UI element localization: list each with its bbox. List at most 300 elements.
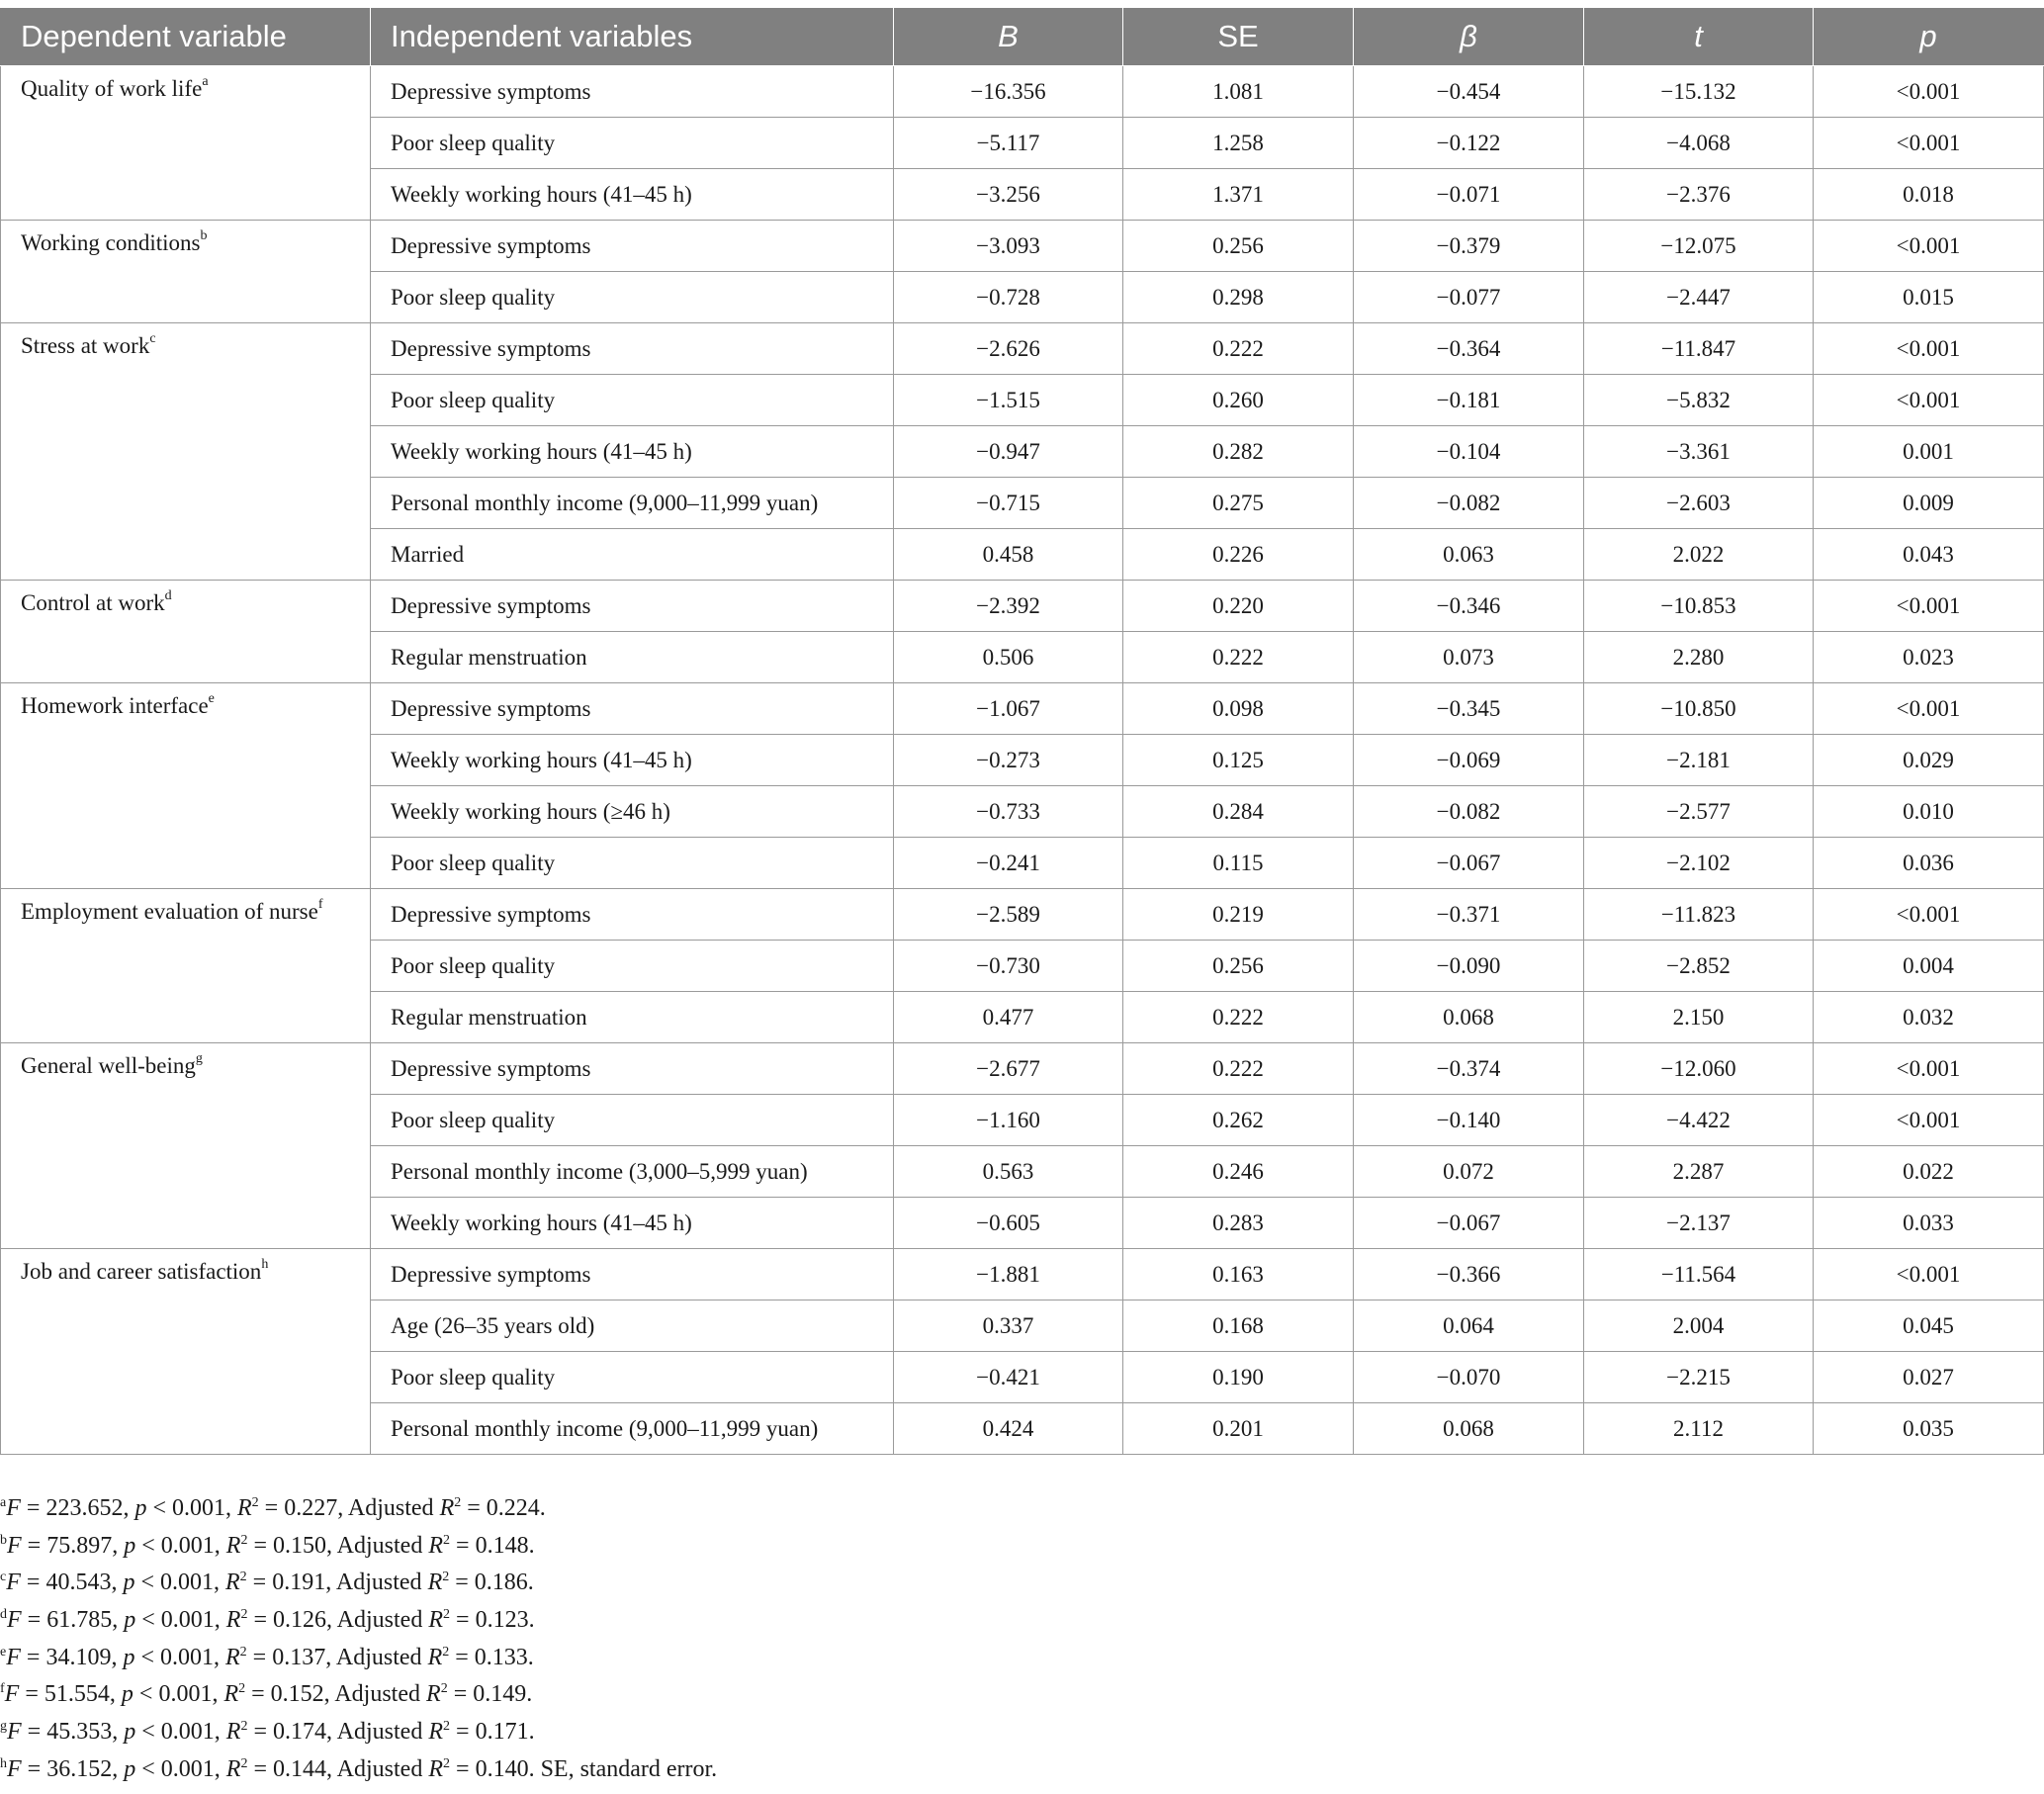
p-cell: <0.001 [1814,581,2044,632]
independent-variable-cell: Personal monthly income (9,000–11,999 yuan) [371,1403,894,1455]
t-cell: −5.832 [1584,375,1814,426]
footnote-extra: SE, standard error. [534,1755,718,1782]
independent-variable-cell: Personal monthly income (9,000–11,999 yuan) [371,478,894,529]
f-symbol: F [7,1532,22,1559]
footnote-marker: h [261,1257,269,1272]
p-symbol: p [124,1532,136,1559]
footnote-line [0,1565,717,1602]
period: . [528,1719,535,1746]
t-cell: −2.852 [1584,941,1814,992]
p-cell: 0.036 [1814,838,2044,889]
header-se: SE [1123,8,1354,66]
t-cell: −2.577 [1584,786,1814,838]
separator: , [213,1644,225,1670]
footnote-line [0,1602,717,1640]
t-cell: −2.215 [1584,1352,1814,1403]
b-cell: 0.458 [894,529,1123,581]
adj-r2-value: 0.149 [473,1681,527,1708]
squared: 2 [442,1570,450,1585]
se-cell: 1.258 [1123,118,1354,169]
table-row [1,581,2044,632]
t-cell: 2.150 [1584,992,1814,1043]
period: . [526,1681,533,1708]
r2-value: 0.174 [272,1719,326,1746]
p-cell: 0.032 [1814,992,2044,1043]
f-value: 45.353 [46,1719,113,1746]
squared: 2 [251,1495,259,1510]
p-cell: 0.023 [1814,632,2044,683]
b-cell: 0.337 [894,1301,1123,1352]
dependent-variable-cell [1,221,371,323]
independent-variable-cell: Poor sleep quality [371,272,894,323]
squared: 2 [454,1495,462,1510]
p-cell: <0.001 [1814,683,2044,735]
equals: = [450,1607,476,1634]
header-t: t [1584,8,1814,66]
separator: , [123,1495,135,1521]
equals: = [258,1495,285,1521]
separator: , [325,1644,336,1670]
p-value: 0.001 [159,1644,214,1670]
r-symbol: R [428,1755,444,1782]
p-cell: 0.018 [1814,169,2044,221]
dependent-variable-cell [1,1043,371,1249]
squared: 2 [238,1681,246,1697]
adjusted-label: Adjusted [336,1719,429,1746]
footnote-marker: c [0,1570,7,1585]
t-cell: −2.102 [1584,838,1814,889]
separator: , [214,1755,226,1782]
p-symbol: p [134,1495,147,1521]
r-symbol: R [224,1644,240,1670]
beta-cell: −0.082 [1354,786,1584,838]
t-cell: −11.847 [1584,323,1814,375]
se-cell: 0.222 [1123,323,1354,375]
footnote-marker: b [200,228,208,243]
independent-variable-cell: Regular menstruation [371,992,894,1043]
equals: = [247,1607,273,1634]
r-symbol: R [428,1607,444,1634]
independent-variable-cell: Depressive symptoms [371,889,894,941]
footnote-line [0,1751,717,1789]
independent-variable-cell: Age (26–35 years old) [371,1301,894,1352]
footnote-marker: a [202,74,209,89]
beta-cell: 0.068 [1354,1403,1584,1455]
t-cell: −2.603 [1584,478,1814,529]
header-beta: β [1354,8,1584,66]
se-cell: 0.163 [1123,1249,1354,1301]
beta-cell: 0.072 [1354,1146,1584,1198]
b-cell: 0.477 [894,992,1123,1043]
f-value: 61.785 [46,1607,113,1634]
f-symbol: F [7,1719,22,1746]
b-cell: −0.273 [894,735,1123,786]
t-cell: −10.850 [1584,683,1814,735]
b-cell: −2.589 [894,889,1123,941]
separator: , [109,1681,122,1708]
adj-r2-value: 0.186 [474,1570,528,1596]
table-row [1,1249,2044,1301]
f-symbol: F [4,1681,20,1708]
dependent-variable-label: Control at work [21,590,165,615]
p-cell: 0.010 [1814,786,2044,838]
r-symbol: R [225,1719,241,1746]
p-symbol: p [123,1644,135,1670]
table-header-row [1,8,2044,66]
independent-variable-cell: Poor sleep quality [371,118,894,169]
f-value: 36.152 [46,1755,113,1782]
period: . [527,1570,534,1596]
beta-cell: 0.068 [1354,992,1584,1043]
p-cell: <0.001 [1814,323,2044,375]
table-row [1,1043,2044,1095]
period: . [539,1495,546,1521]
p-cell: <0.001 [1814,66,2044,118]
t-cell: 2.112 [1584,1403,1814,1455]
f-symbol: F [6,1495,21,1521]
b-cell: −0.421 [894,1352,1123,1403]
separator: , [214,1607,226,1634]
beta-cell: −0.140 [1354,1095,1584,1146]
less-than: < [134,1644,160,1670]
equals: = [449,1644,475,1670]
squared: 2 [443,1532,451,1548]
less-than: < [134,1570,160,1596]
separator: , [325,1570,336,1596]
f-value: 75.897 [46,1532,113,1559]
footnote-marker: c [149,331,156,346]
p-cell: <0.001 [1814,1095,2044,1146]
independent-variable-cell: Weekly working hours (41–45 h) [371,1198,894,1249]
footnote-marker: e [0,1644,7,1659]
se-cell: 0.168 [1123,1301,1354,1352]
adjusted-label: Adjusted [335,1570,428,1596]
r-symbol: R [428,1532,444,1559]
beta-cell: −0.077 [1354,272,1584,323]
less-than: < [135,1532,161,1559]
equals: = [247,1755,273,1782]
equals: = [21,1532,47,1559]
independent-variable-cell: Depressive symptoms [371,66,894,118]
p-symbol: p [124,1607,136,1634]
footnote-line [0,1490,717,1528]
b-cell: −0.715 [894,478,1123,529]
b-cell: −1.515 [894,375,1123,426]
b-cell: 0.506 [894,632,1123,683]
separator: , [214,1532,226,1559]
se-cell: 0.222 [1123,992,1354,1043]
independent-variable-cell: Poor sleep quality [371,838,894,889]
squared: 2 [239,1644,247,1659]
se-cell: 1.371 [1123,169,1354,221]
adjusted-label: Adjusted [334,1681,427,1708]
b-cell: −1.881 [894,1249,1123,1301]
separator: , [214,1719,226,1746]
se-cell: 0.125 [1123,735,1354,786]
r2-value: 0.137 [272,1644,326,1670]
footnote-marker: h [0,1755,7,1771]
p-value: 0.001 [171,1495,225,1521]
b-cell: −3.256 [894,169,1123,221]
beta-cell: −0.082 [1354,478,1584,529]
dependent-variable-label: General well-being [21,1053,196,1078]
b-cell: −2.392 [894,581,1123,632]
header-b: B [894,8,1123,66]
b-cell: −0.947 [894,426,1123,478]
independent-variable-cell: Weekly working hours (≥46 h) [371,786,894,838]
independent-variable-cell: Depressive symptoms [371,683,894,735]
independent-variable-cell: Depressive symptoms [371,323,894,375]
r-symbol: R [223,1681,239,1708]
se-cell: 0.282 [1123,426,1354,478]
p-cell: 0.045 [1814,1301,2044,1352]
beta-cell: 0.073 [1354,632,1584,683]
separator: , [325,1719,337,1746]
f-symbol: F [7,1755,22,1782]
footnote-marker: a [0,1495,7,1510]
adj-r2-value: 0.133 [474,1644,528,1670]
footnote-line [0,1714,717,1751]
footnote-marker: g [195,1051,203,1066]
footnote-line [0,1640,717,1677]
t-cell: −4.068 [1584,118,1814,169]
table-footnotes [0,1490,717,1789]
separator: , [323,1681,335,1708]
b-cell: 0.424 [894,1403,1123,1455]
se-cell: 1.081 [1123,66,1354,118]
beta-cell: 0.063 [1354,529,1584,581]
separator: , [111,1570,124,1596]
t-cell: −2.137 [1584,1198,1814,1249]
less-than: < [135,1755,161,1782]
equals: = [245,1681,271,1708]
separator: , [112,1719,125,1746]
beta-cell: −0.067 [1354,838,1584,889]
footnote-marker: d [0,1607,7,1623]
b-cell: −0.730 [894,941,1123,992]
p-value: 0.001 [159,1570,214,1596]
beta-cell: −0.181 [1354,375,1584,426]
beta-cell: −0.454 [1354,66,1584,118]
squared: 2 [239,1570,247,1585]
beta-cell: 0.064 [1354,1301,1584,1352]
squared: 2 [443,1755,451,1771]
equals: = [246,1570,273,1596]
adjusted-label: Adjusted [336,1532,429,1559]
beta-cell: −0.346 [1354,581,1584,632]
t-cell: −12.060 [1584,1043,1814,1095]
independent-variable-cell: Depressive symptoms [371,1249,894,1301]
p-value: 0.001 [160,1607,215,1634]
separator: , [212,1681,224,1708]
equals: = [20,1495,46,1521]
r2-value: 0.191 [272,1570,326,1596]
footnote-marker: d [164,588,172,603]
f-value: 223.652 [45,1495,124,1521]
b-cell: −0.728 [894,272,1123,323]
t-cell: −3.361 [1584,426,1814,478]
r-symbol: R [439,1495,455,1521]
equals: = [246,1644,273,1670]
beta-cell: −0.090 [1354,941,1584,992]
squared: 2 [240,1755,248,1771]
equals: = [449,1570,475,1596]
squared: 2 [442,1644,450,1659]
b-cell: 0.563 [894,1146,1123,1198]
adjusted-label: Adjusted [336,1607,429,1634]
t-cell: −11.823 [1584,889,1814,941]
se-cell: 0.115 [1123,838,1354,889]
r-symbol: R [225,1607,241,1634]
se-cell: 0.284 [1123,786,1354,838]
table-row [1,66,2044,118]
dependent-variable-label: Working conditions [21,230,201,255]
dependent-variable-cell [1,581,371,683]
adj-r2-value: 0.123 [475,1607,529,1634]
beta-cell: −0.069 [1354,735,1584,786]
squared: 2 [440,1681,448,1697]
se-cell: 0.201 [1123,1403,1354,1455]
b-cell: −1.067 [894,683,1123,735]
less-than: < [133,1681,159,1708]
squared: 2 [240,1607,248,1623]
p-cell: 0.015 [1814,272,2044,323]
dependent-variable-cell [1,323,371,581]
independent-variable-cell: Depressive symptoms [371,1043,894,1095]
p-symbol: p [123,1570,135,1596]
se-cell: 0.220 [1123,581,1354,632]
b-cell: −3.093 [894,221,1123,272]
beta-cell: −0.345 [1354,683,1584,735]
p-cell: 0.004 [1814,941,2044,992]
equals: = [450,1532,476,1559]
p-cell: <0.001 [1814,1043,2044,1095]
r2-value: 0.227 [284,1495,338,1521]
b-cell: −5.117 [894,118,1123,169]
f-symbol: F [6,1570,21,1596]
separator: , [325,1532,337,1559]
footnote-marker: f [317,897,323,912]
se-cell: 0.275 [1123,478,1354,529]
independent-variable-cell: Poor sleep quality [371,375,894,426]
p-cell: <0.001 [1814,889,2044,941]
period: . [528,1607,535,1634]
beta-cell: −0.374 [1354,1043,1584,1095]
p-cell: <0.001 [1814,118,2044,169]
t-cell: −4.422 [1584,1095,1814,1146]
b-cell: −0.241 [894,838,1123,889]
r2-value: 0.152 [270,1681,324,1708]
f-value: 51.554 [44,1681,110,1708]
independent-variable-cell: Poor sleep quality [371,1095,894,1146]
b-cell: −1.160 [894,1095,1123,1146]
t-cell: 2.287 [1584,1146,1814,1198]
t-cell: −2.447 [1584,272,1814,323]
p-cell: <0.001 [1814,375,2044,426]
se-cell: 0.222 [1123,632,1354,683]
se-cell: 0.246 [1123,1146,1354,1198]
p-cell: <0.001 [1814,221,2044,272]
separator: , [213,1570,225,1596]
equals: = [21,1719,47,1746]
independent-variable-cell: Poor sleep quality [371,1352,894,1403]
r-symbol: R [225,1532,241,1559]
period: . [528,1755,535,1782]
footnote-marker: f [0,1681,5,1697]
se-cell: 0.283 [1123,1198,1354,1249]
adjusted-label: Adjusted [347,1495,440,1521]
separator: , [337,1495,348,1521]
independent-variable-cell: Poor sleep quality [371,941,894,992]
p-symbol: p [121,1681,133,1708]
b-cell: −0.605 [894,1198,1123,1249]
footnote-marker: e [208,691,215,706]
header-independent-variables: Independent variables [371,8,894,66]
beta-cell: −0.070 [1354,1352,1584,1403]
table-row [1,683,2044,735]
adj-r2-value: 0.148 [475,1532,529,1559]
t-cell: −15.132 [1584,66,1814,118]
p-cell: <0.001 [1814,1249,2044,1301]
dependent-variable-label: Quality of work life [21,76,203,101]
p-cell: 0.027 [1814,1352,2044,1403]
dependent-variable-cell [1,683,371,889]
table-row [1,889,2044,941]
dependent-variable-cell [1,1249,371,1455]
p-value: 0.001 [158,1681,213,1708]
period: . [528,1532,535,1559]
adjusted-label: Adjusted [335,1644,428,1670]
independent-variable-cell: Married [371,529,894,581]
dependent-variable-label: Job and career satisfaction [21,1259,262,1284]
t-cell: −12.075 [1584,221,1814,272]
r2-value: 0.150 [272,1532,326,1559]
independent-variable-cell: Personal monthly income (3,000–5,999 yuan) [371,1146,894,1198]
beta-cell: −0.122 [1354,118,1584,169]
p-cell: 0.033 [1814,1198,2044,1249]
less-than: < [135,1607,161,1634]
dependent-variable-cell [1,889,371,1043]
b-cell: −16.356 [894,66,1123,118]
se-cell: 0.256 [1123,221,1354,272]
t-cell: 2.280 [1584,632,1814,683]
table-row [1,221,2044,272]
se-cell: 0.256 [1123,941,1354,992]
b-cell: −0.733 [894,786,1123,838]
independent-variable-cell: Weekly working hours (41–45 h) [371,735,894,786]
se-cell: 0.190 [1123,1352,1354,1403]
less-than: < [146,1495,172,1521]
table-row [1,323,2044,375]
separator: , [325,1755,337,1782]
p-value: 0.001 [160,1719,215,1746]
beta-cell: −0.067 [1354,1198,1584,1249]
beta-cell: −0.371 [1354,889,1584,941]
footnote-line [0,1528,717,1566]
se-cell: 0.222 [1123,1043,1354,1095]
f-symbol: F [7,1607,22,1634]
p-value: 0.001 [160,1755,215,1782]
beta-cell: −0.364 [1354,323,1584,375]
separator: , [112,1607,125,1634]
table-body [1,66,2044,1455]
r2-value: 0.126 [272,1607,326,1634]
f-value: 40.543 [45,1570,112,1596]
equals: = [450,1719,476,1746]
separator: , [112,1532,125,1559]
squared: 2 [443,1607,451,1623]
t-cell: −11.564 [1584,1249,1814,1301]
